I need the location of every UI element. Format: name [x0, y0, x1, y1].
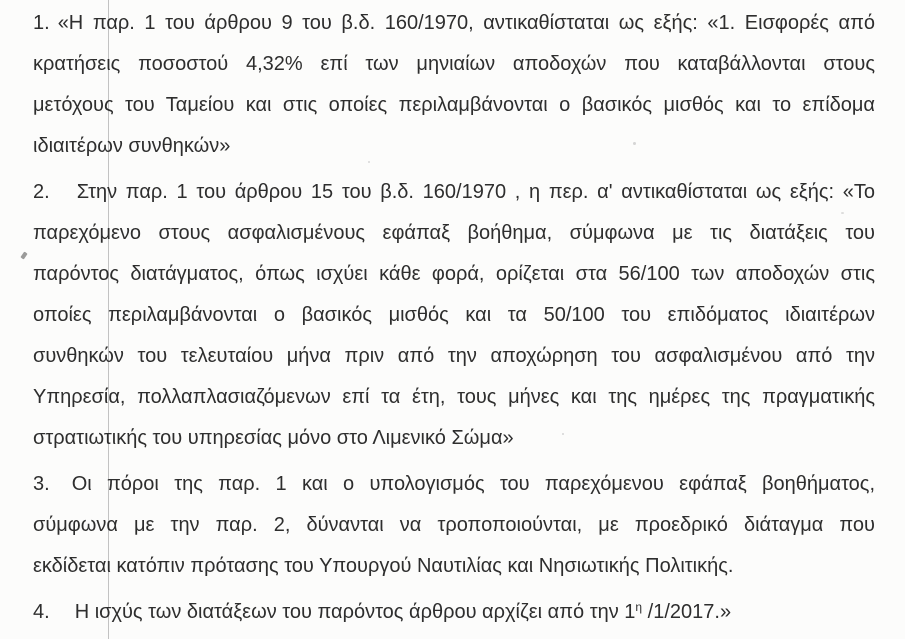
- paragraph-text: «Η παρ. 1 του άρθρου 9 του β.δ. 160/1970, αντικαθίσταται ως εξής: «1. Εισφορές από: [57, 12, 875, 34]
- paragraph-number: 2.: [33, 181, 50, 203]
- text-line: σύμφωνα με την παρ. 2, δύνανται να τροποποιούνται, με προεδρικό διάταγμα που: [33, 514, 875, 536]
- text-line: μετόχους του Ταμείου και στις οποίες περιλαμβάνονται ο βασικός μισθός και το επίδομα: [33, 94, 875, 116]
- text-line: [33, 592, 875, 633]
- text-line: οποίες περιλαμβάνονται ο βασικός μισθός και τα 50/100 του επιδόματος ιδιαιτέρων: [33, 304, 875, 326]
- text-line: εκδίδεται κατόπιν πρότασης του Υπουργού Ναυτιλίας και Νησιωτικής Πολιτικής.: [33, 555, 734, 577]
- text-line: παρεχόμενο στους ασφαλισμένους εφάπαξ βοήθημα, σύμφωνα με τις διατάξεις του: [33, 222, 875, 244]
- text-line: [33, 3, 875, 44]
- text-line: κρατήσεις ποσοστού 4,32% επί των μηνιαίων αποδοχών που καταβάλλονται στους: [33, 53, 875, 75]
- paragraph-text: /1/2017.»: [642, 601, 732, 623]
- text-line: παρόντος διατάγματος, όπως ισχύει κάθε φορά, ορίζεται στα 56/100 των αποδοχών στις: [33, 263, 875, 285]
- paragraph-text: Οι πόροι της παρ. 1 και ο υπολογισμός του παρεχόμενου εφάπαξ βοηθήματος,: [71, 473, 875, 495]
- paragraph-number: 3.: [33, 473, 50, 495]
- paragraph-2: [33, 172, 875, 459]
- text-line: συνθηκών του τελευταίου μήνα πριν από την αποχώρηση του ασφαλισμένου από την: [33, 345, 875, 367]
- paragraph-text: Στην παρ. 1 του άρθρου 15 του β.δ. 160/1970 , η περ. α' αντικαθίσταται ως εξής: «Το: [76, 181, 875, 203]
- superscript-eta: η: [635, 600, 643, 614]
- text-line: ιδιαιτέρων συνθηκών»: [33, 135, 231, 157]
- paragraph-number: 1.: [33, 12, 50, 34]
- paragraph-1: [33, 3, 875, 167]
- paragraph-3: [33, 464, 875, 587]
- paragraph-4: [33, 592, 875, 633]
- text-line: [33, 464, 875, 505]
- text-line: [33, 172, 875, 213]
- paragraph-number: 4.: [33, 601, 50, 623]
- text-line: Υπηρεσία, πολλαπλασιαζόμενων επί τα έτη, τους μήνες και της ημέρες της πραγματικής: [33, 386, 875, 408]
- text-line: στρατιωτικής του υπηρεσίας μόνο στο Λιμενικό Σώμα»: [33, 427, 514, 449]
- paragraph-text: Η ισχύς των διατάξεων του παρόντος άρθρου αρχίζει από την 1: [74, 601, 636, 623]
